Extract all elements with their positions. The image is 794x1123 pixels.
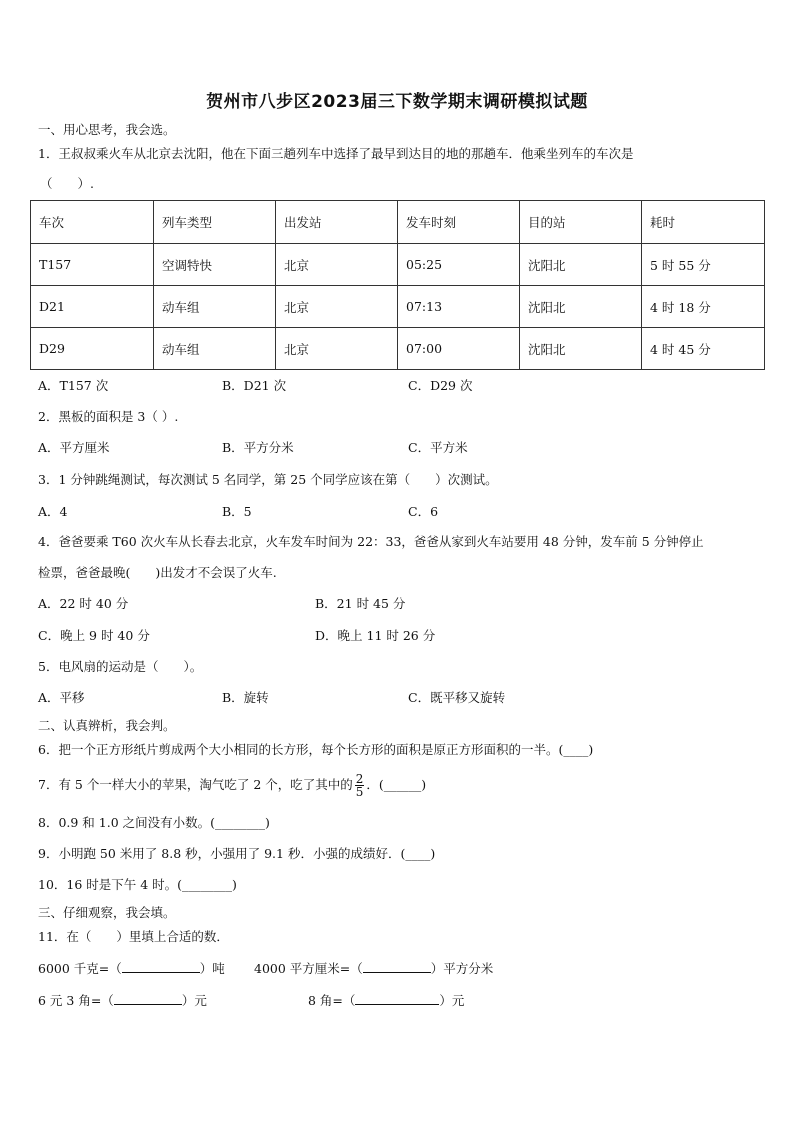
table-header-cell: 出发站 <box>276 201 398 244</box>
fill-label: 4000 平方厘米=（ <box>254 961 363 976</box>
table-cell: 07:13 <box>398 286 520 328</box>
option-b: B．5 <box>222 504 252 519</box>
table-cell: 05:25 <box>398 244 520 286</box>
fill-label: 6 元 3 角=（ <box>38 993 114 1008</box>
table-cell: 动车组 <box>154 286 276 328</box>
fill-item-area <box>254 960 493 977</box>
option-c: C．平方米 <box>408 440 468 455</box>
table-cell: 北京 <box>276 328 398 370</box>
fill-unit: ）元 <box>439 993 465 1008</box>
table-cell: 沈阳北 <box>520 244 642 286</box>
question-2-stem: 2．黑板的面积是 3（ ）. <box>38 409 179 424</box>
table-row <box>31 286 765 328</box>
table-row <box>31 328 765 370</box>
option-c: C．晚上 9 时 40 分 <box>38 628 150 643</box>
question-4-stem: 4．爸爸要乘 T60 次火车从长春去北京，火车发车时间为 22：33，爸爸从家到火车站要用 48 分钟，发车前 5 分钟停止 <box>38 534 704 549</box>
table-cell: 动车组 <box>154 328 276 370</box>
fill-unit: ）吨 <box>199 961 225 976</box>
option-c: C．既平移又旋转 <box>408 690 506 705</box>
table-cell: 沈阳北 <box>520 286 642 328</box>
table-cell: 4 时 18 分 <box>642 286 765 328</box>
option-b: B．21 时 45 分 <box>315 596 406 611</box>
table-header-cell: 发车时刻 <box>398 201 520 244</box>
table-cell: 07:00 <box>398 328 520 370</box>
question-1-stem: 1．王叔叔乘火车从北京去沈阳，他在下面三趟列车中选择了最早到达目的地的那趟车．他乘坐列车的车次是 <box>38 146 634 161</box>
option-c: C．6 <box>408 504 439 519</box>
option-a: A．22 时 40 分 <box>38 596 129 611</box>
fill-unit: ）元 <box>181 993 207 1008</box>
table-cell: 空调特快 <box>154 244 276 286</box>
option-b: B．D21 次 <box>222 378 287 393</box>
fraction-denominator: 5 <box>355 785 364 799</box>
table-cell: 北京 <box>276 244 398 286</box>
section-heading-2: 二、认真辨析，我会判。 <box>38 718 176 733</box>
table-cell: 沈阳北 <box>520 328 642 370</box>
fraction <box>355 773 365 798</box>
fraction-numerator: 2 <box>355 772 364 786</box>
option-a: A．平方厘米 <box>38 440 110 455</box>
table-cell: T157 <box>31 244 154 286</box>
section-heading-1: 一、用心思考，我会选。 <box>38 122 176 137</box>
question-6: 6．把一个正方形纸片剪成两个大小相同的长方形，每个长方形的面积是原正方形面积的一半。(____) <box>38 742 594 757</box>
fill-item-money-a <box>38 992 207 1009</box>
table-header-cell: 列车类型 <box>154 201 276 244</box>
question-3-stem: 3．1 分钟跳绳测试，每次测试 5 名同学，第 25 个同学应该在第（ ）次测试。 <box>38 472 498 487</box>
train-schedule-table <box>30 200 765 370</box>
question-11-stem: 11．在（ ）里填上合适的数． <box>38 929 229 944</box>
question-9: 9．小明跑 50 米用了 8.8 秒，小强用了 9.1 秒．小强的成绩好．(____) <box>38 846 436 861</box>
section-heading-3: 三、仔细观察，我会填。 <box>38 905 176 920</box>
question-1-blank: （ ）. <box>40 176 94 191</box>
answer-blank[interactable] <box>355 992 439 1005</box>
option-a: A．4 <box>38 504 68 519</box>
question-5-stem: 5．电风扇的运动是（ ）。 <box>38 659 203 674</box>
fill-label: 6000 千克=（ <box>38 961 122 976</box>
question-7-text: 7．有 5 个一样大小的苹果，淘气吃了 2 个，吃了其中的 <box>38 777 353 792</box>
option-a: A．平移 <box>38 690 85 705</box>
fill-unit: ）平方分米 <box>430 961 494 976</box>
option-c: C．D29 次 <box>408 378 473 393</box>
table-cell: 北京 <box>276 286 398 328</box>
table-header-cell: 车次 <box>31 201 154 244</box>
answer-blank[interactable] <box>122 960 200 973</box>
table-cell: 4 时 45 分 <box>642 328 765 370</box>
table-row <box>31 244 765 286</box>
table-header-row <box>31 201 765 244</box>
question-4-stem-continued: 检票，爸爸最晚( )出发才不会误了火车. <box>38 565 277 580</box>
table-header-cell: 目的站 <box>520 201 642 244</box>
table-header-cell: 耗时 <box>642 201 765 244</box>
answer-blank[interactable] <box>363 960 431 973</box>
option-b: B．平方分米 <box>222 440 294 455</box>
answer-blank[interactable] <box>114 992 182 1005</box>
question-7-blank: ．(______) <box>366 777 427 792</box>
page-title: 贺州市八步区2023届三下数学期末调研模拟试题 <box>206 92 588 112</box>
fill-label: 8 角=（ <box>308 993 356 1008</box>
table-cell: D21 <box>31 286 154 328</box>
table-cell: 5 时 55 分 <box>642 244 765 286</box>
question-8: 8．0.9 和 1.0 之间没有小数。(________) <box>38 815 270 830</box>
fill-item-weight <box>38 960 225 977</box>
option-a: A．T157 次 <box>38 378 109 393</box>
option-d: D．晚上 11 时 26 分 <box>315 628 436 643</box>
fill-item-money-b <box>308 992 464 1009</box>
question-7 <box>38 770 426 800</box>
option-b: B．旋转 <box>222 690 269 705</box>
question-10: 10．16 时是下午 4 时。(________) <box>38 877 237 892</box>
table-cell: D29 <box>31 328 154 370</box>
